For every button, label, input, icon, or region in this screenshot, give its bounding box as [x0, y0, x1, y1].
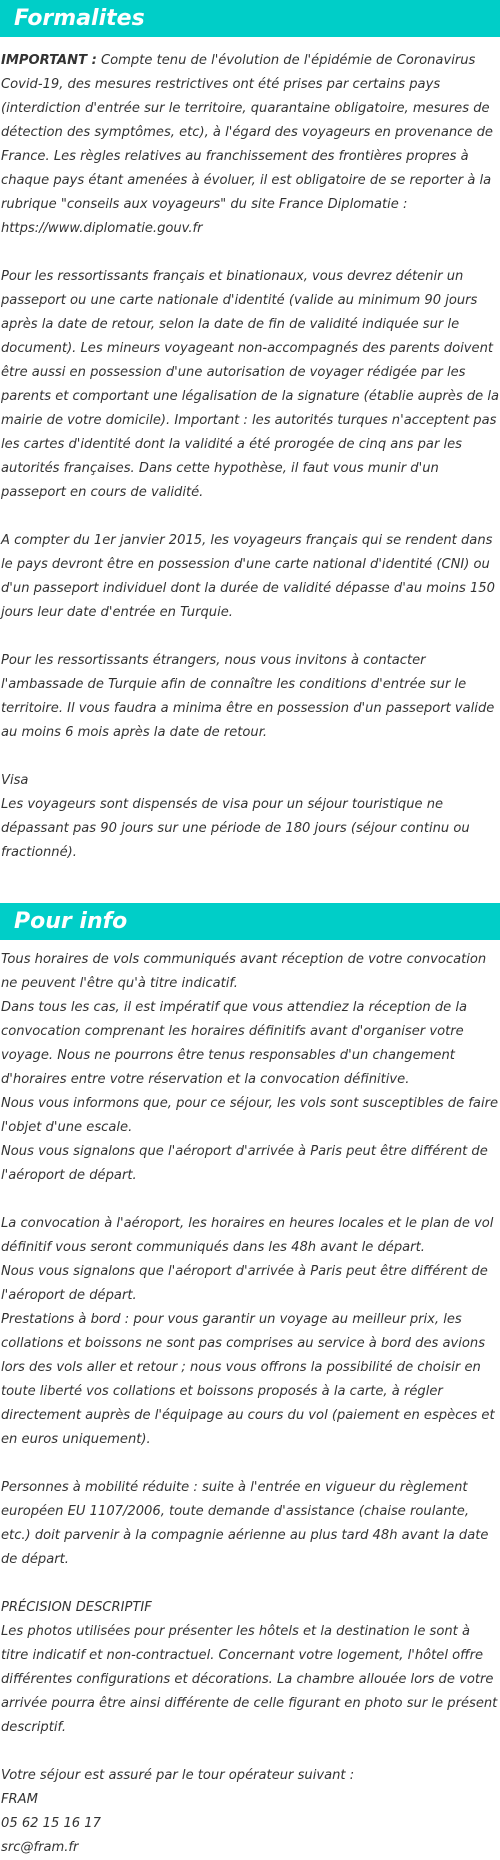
info-line: Dans tous les cas, il est impératif que vous attendiez la réception de la convocation comprenant les horaires définitifs avant d'organiser votre voyage. Nous ne pourrons être tenus responsables d'un changement d'horaires entre votre réservation et la convocation définitive.	[1, 1000, 468, 1087]
info-line: Tous horaires de vols communiqués avant réception de votre convocation ne peuvent l'être qu'à titre indicatif.	[1, 952, 487, 991]
foreigners-paragraph: Pour les ressortissants étrangers, nous vous invitons à contacter l'ambassade de Turquie afin de connaître les conditions d'entrée sur le territoire. Il vous faudra a minima être en possession d'un passeport valide au moins 6 mois après la date de retour.	[1, 653, 495, 740]
visa-text: Les voyageurs sont dispensés de visa pour un séjour touristique ne dépassant pas 90 jours sur une période de 180 jours (séjour continu ou fractionné).	[1, 797, 470, 860]
info-section	[0, 903, 500, 1860]
precision-title: PRÉCISION DESCRIPTIF	[1, 1600, 152, 1615]
info-header: Pour info	[0, 903, 500, 940]
info-line: Nous vous signalons que l'aéroport d'arrivée à Paris peut être différent de l'aéroport de départ.	[1, 1144, 488, 1183]
precision-text: Les photos utilisées pour présenter les hôtels et la destination le sont à titre indicatif et non-contractuel. Concernant votre logement, l'hôtel offre différentes configurations et décorations. La chambre allouée lors de votre arrivée pourra être ainsi différente de celle figurant en photo sur le présent descriptif.	[1, 1624, 498, 1735]
info-line: Personnes à mobilité réduite : suite à l'entrée en vigueur du règlement européen EU 1107/2006, toute demande d'assistance (chaise roulante, etc.) doit parvenir à la compagnie aérienne au plus tard 48h avant la date de départ.	[1, 1480, 489, 1567]
operator-name: FRAM	[1, 1792, 38, 1807]
operator-phone: 05 62 15 16 17	[1, 1816, 101, 1831]
info-line: La convocation à l'aéroport, les horaires en heures locales et le plan de vol définitif vous seront communiqués dans les 48h avant le départ.	[1, 1216, 494, 1255]
info-line: Nous vous signalons que l'aéroport d'arrivée à Paris peut être différent de l'aéroport de départ.	[1, 1264, 488, 1303]
formalites-body	[0, 37, 500, 865]
operator-email: src@fram.fr	[1, 1840, 79, 1855]
info-body	[0, 940, 500, 1860]
formalites-section	[0, 0, 500, 865]
info-line: Prestations à bord : pour vous garantir un voyage au meilleur prix, les collations et boissons ne sont pas comprises au service à bord des avions lors des vols aller et retour ; nous vous offrons la possibilité de choisir en toute liberté vos collations et boissons proposés à la carte, à régler directement auprès de l'équipage au cours du vol (paiement en espèces et en euros uniquement).	[1, 1312, 495, 1447]
important-text: Compte tenu de l'évolution de l'épidémie de Coronavirus Covid-19, des mesures restrictives ont été prises par certains pays (interdiction d'entrée sur le territoire, quarantaine obligatoire, mesures de détection des symptômes, etc), à l'égard des voyageurs en provenance de France. Les règles relatives au franchissement des frontières propres à chaque pays étant amenées à évoluer, il est obligatoire de se reporter à la rubrique "conseils aux voyageurs" du site France Diplomatie : https://www.diplomatie.gouv.fr	[1, 53, 493, 236]
operator-intro: Votre séjour est assuré par le tour opérateur suivant :	[1, 1768, 355, 1783]
cni-paragraph: A compter du 1er janvier 2015, les voyageurs français qui se rendent dans le pays devront être en possession d'une carte national d'identité (CNI) ou d'un passeport individuel dont la durée de validité dépasse d'au moins 150 jours leur date d'entrée en Turquie.	[1, 533, 495, 620]
important-label: IMPORTANT :	[1, 53, 97, 68]
formalites-header: Formalites	[0, 0, 500, 37]
important-paragraph	[1, 49, 500, 241]
info-line: Nous vous informons que, pour ce séjour, les vols sont susceptibles de faire l'objet d'une escale.	[1, 1096, 499, 1135]
passport-paragraph: Pour les ressortissants français et binationaux, vous devrez détenir un passeport ou une carte nationale d'identité (valide au minimum 90 jours après la date de retour, selon la date de fin de validité indiquée sur le document). Les mineurs voyageant non-accompagnés des parents doivent être aussi en possession d'une autorisation de voyager rédigée par les parents et comportant une légalisation de la signature (établie auprès de la mairie de votre domicile). Important : les autorités turques n'acceptent pas les cartes d'identité dont la validité a été prorogée de cinq ans par les autorités françaises. Dans cette hypothèse, il faut vous munir d'un passeport en cours de validité.	[1, 269, 500, 500]
visa-title: Visa	[1, 773, 29, 788]
